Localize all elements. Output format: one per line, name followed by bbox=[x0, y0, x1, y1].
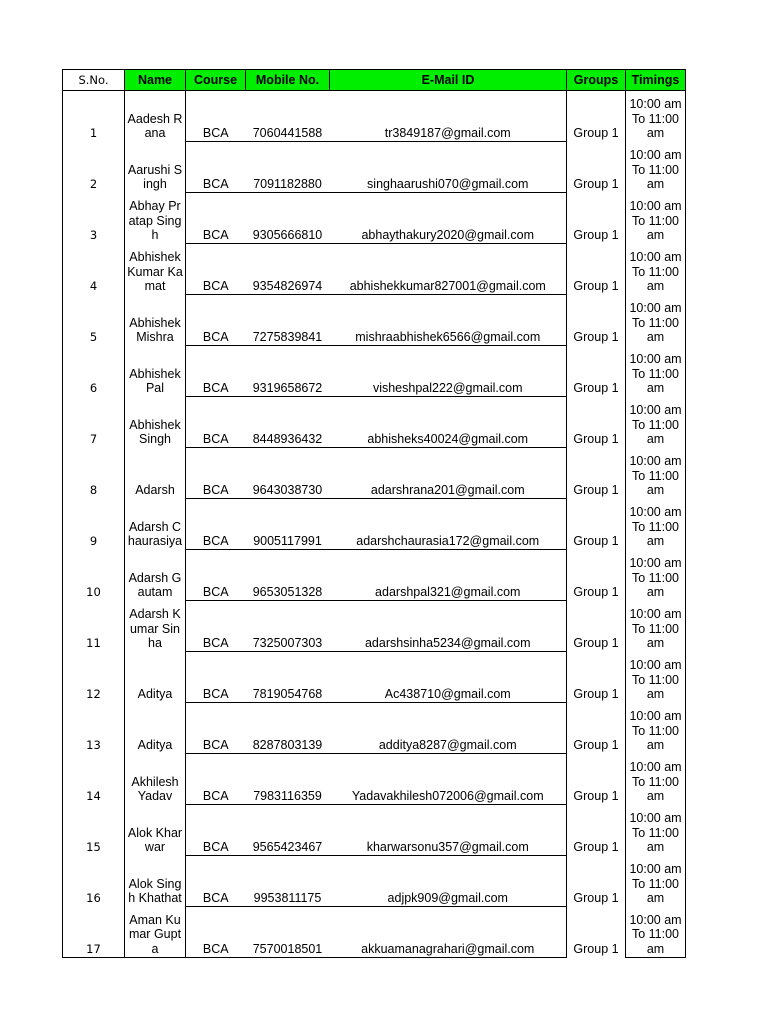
cell-timing: 10:00 am To 11:00 am bbox=[626, 295, 686, 346]
cell-mobile: 7983116359 bbox=[246, 754, 330, 805]
cell-course: BCA bbox=[186, 142, 246, 193]
cell-timing: 10:00 am To 11:00 am bbox=[626, 703, 686, 754]
cell-course: BCA bbox=[186, 703, 246, 754]
cell-sno: 13 bbox=[63, 703, 125, 754]
cell-timing: 10:00 am To 11:00 am bbox=[626, 754, 686, 805]
cell-timing: 10:00 am To 11:00 am bbox=[626, 397, 686, 448]
cell-email: abhishekkumar827001@gmail.com bbox=[330, 244, 567, 295]
cell-mobile: 7325007303 bbox=[246, 601, 330, 652]
cell-group: Group 1 bbox=[567, 91, 626, 142]
cell-sno: 12 bbox=[63, 652, 125, 703]
cell-timing: 10:00 am To 11:00 am bbox=[626, 856, 686, 907]
table-row bbox=[63, 907, 686, 958]
cell-sno: 5 bbox=[63, 295, 125, 346]
cell-name: Abhishek Mishra bbox=[125, 295, 186, 346]
cell-name: Akhilesh Yadav bbox=[125, 754, 186, 805]
cell-group: Group 1 bbox=[567, 193, 626, 244]
cell-course: BCA bbox=[186, 397, 246, 448]
table-body bbox=[63, 91, 686, 958]
cell-group: Group 1 bbox=[567, 652, 626, 703]
cell-group: Group 1 bbox=[567, 244, 626, 295]
header-course: Course bbox=[186, 70, 246, 91]
cell-mobile: 9653051328 bbox=[246, 550, 330, 601]
cell-name: Alok Singh Khathat bbox=[125, 856, 186, 907]
cell-mobile: 9953811175 bbox=[246, 856, 330, 907]
cell-course: BCA bbox=[186, 652, 246, 703]
cell-email: additya8287@gmail.com bbox=[330, 703, 567, 754]
cell-email: Yadavakhilesh072006@gmail.com bbox=[330, 754, 567, 805]
cell-name: Abhishek Singh bbox=[125, 397, 186, 448]
cell-group: Group 1 bbox=[567, 754, 626, 805]
cell-timing: 10:00 am To 11:00 am bbox=[626, 652, 686, 703]
table-row bbox=[63, 142, 686, 193]
cell-course: BCA bbox=[186, 550, 246, 601]
cell-email: adarshrana201@gmail.com bbox=[330, 448, 567, 499]
cell-sno: 7 bbox=[63, 397, 125, 448]
cell-sno: 2 bbox=[63, 142, 125, 193]
cell-mobile: 9305666810 bbox=[246, 193, 330, 244]
cell-mobile: 7819054768 bbox=[246, 652, 330, 703]
table-row bbox=[63, 244, 686, 295]
cell-sno: 15 bbox=[63, 805, 125, 856]
header-row bbox=[63, 70, 686, 91]
cell-email: adarshsinha5234@gmail.com bbox=[330, 601, 567, 652]
cell-name: Adarsh Kumar Sinha bbox=[125, 601, 186, 652]
cell-email: kharwarsonu357@gmail.com bbox=[330, 805, 567, 856]
cell-group: Group 1 bbox=[567, 346, 626, 397]
cell-course: BCA bbox=[186, 907, 246, 958]
cell-mobile: 7060441588 bbox=[246, 91, 330, 142]
cell-email: adjpk909@gmail.com bbox=[330, 856, 567, 907]
cell-course: BCA bbox=[186, 856, 246, 907]
cell-sno: 11 bbox=[63, 601, 125, 652]
table-row bbox=[63, 856, 686, 907]
table-row bbox=[63, 805, 686, 856]
cell-timing: 10:00 am To 11:00 am bbox=[626, 499, 686, 550]
cell-sno: 8 bbox=[63, 448, 125, 499]
cell-course: BCA bbox=[186, 601, 246, 652]
cell-email: adarshpal321@gmail.com bbox=[330, 550, 567, 601]
cell-timing: 10:00 am To 11:00 am bbox=[626, 244, 686, 295]
cell-sno: 17 bbox=[63, 907, 125, 958]
table-row bbox=[63, 550, 686, 601]
cell-group: Group 1 bbox=[567, 856, 626, 907]
cell-group: Group 1 bbox=[567, 142, 626, 193]
cell-email: adarshchaurasia172@gmail.com bbox=[330, 499, 567, 550]
header-name: Name bbox=[125, 70, 186, 91]
cell-timing: 10:00 am To 11:00 am bbox=[626, 601, 686, 652]
cell-email: mishraabhishek6566@gmail.com bbox=[330, 295, 567, 346]
table-row bbox=[63, 448, 686, 499]
cell-timing: 10:00 am To 11:00 am bbox=[626, 91, 686, 142]
cell-sno: 1 bbox=[63, 91, 125, 142]
table-row bbox=[63, 601, 686, 652]
table-row bbox=[63, 397, 686, 448]
cell-sno: 3 bbox=[63, 193, 125, 244]
table-row bbox=[63, 346, 686, 397]
cell-sno: 4 bbox=[63, 244, 125, 295]
cell-name: Aditya bbox=[125, 652, 186, 703]
cell-timing: 10:00 am To 11:00 am bbox=[626, 550, 686, 601]
cell-email: visheshpal222@gmail.com bbox=[330, 346, 567, 397]
cell-group: Group 1 bbox=[567, 805, 626, 856]
cell-timing: 10:00 am To 11:00 am bbox=[626, 193, 686, 244]
cell-course: BCA bbox=[186, 91, 246, 142]
cell-mobile: 7275839841 bbox=[246, 295, 330, 346]
cell-sno: 9 bbox=[63, 499, 125, 550]
cell-group: Group 1 bbox=[567, 550, 626, 601]
cell-timing: 10:00 am To 11:00 am bbox=[626, 448, 686, 499]
cell-name: Aditya bbox=[125, 703, 186, 754]
cell-name: Adarsh bbox=[125, 448, 186, 499]
cell-mobile: 9319658672 bbox=[246, 346, 330, 397]
cell-group: Group 1 bbox=[567, 295, 626, 346]
cell-mobile: 9354826974 bbox=[246, 244, 330, 295]
cell-mobile: 8287803139 bbox=[246, 703, 330, 754]
cell-name: Aarushi Singh bbox=[125, 142, 186, 193]
cell-course: BCA bbox=[186, 346, 246, 397]
cell-course: BCA bbox=[186, 754, 246, 805]
cell-course: BCA bbox=[186, 448, 246, 499]
cell-email: akkuamanagrahari@gmail.com bbox=[330, 907, 567, 958]
table-row bbox=[63, 499, 686, 550]
cell-timing: 10:00 am To 11:00 am bbox=[626, 346, 686, 397]
cell-name: Abhishek Pal bbox=[125, 346, 186, 397]
cell-mobile: 8448936432 bbox=[246, 397, 330, 448]
cell-email: tr3849187@gmail.com bbox=[330, 91, 567, 142]
cell-name: Abhishek Kumar Kamat bbox=[125, 244, 186, 295]
cell-timing: 10:00 am To 11:00 am bbox=[626, 907, 686, 958]
table-row bbox=[63, 754, 686, 805]
cell-group: Group 1 bbox=[567, 448, 626, 499]
cell-course: BCA bbox=[186, 499, 246, 550]
table-row bbox=[63, 295, 686, 346]
cell-group: Group 1 bbox=[567, 397, 626, 448]
cell-group: Group 1 bbox=[567, 601, 626, 652]
cell-mobile: 9005117991 bbox=[246, 499, 330, 550]
cell-sno: 16 bbox=[63, 856, 125, 907]
cell-course: BCA bbox=[186, 244, 246, 295]
cell-mobile: 7091182880 bbox=[246, 142, 330, 193]
cell-mobile: 9565423467 bbox=[246, 805, 330, 856]
cell-group: Group 1 bbox=[567, 499, 626, 550]
table-row bbox=[63, 703, 686, 754]
cell-name: Abhay Pratap Singh bbox=[125, 193, 186, 244]
student-table bbox=[62, 69, 686, 958]
header-email: E-Mail ID bbox=[330, 70, 567, 91]
cell-sno: 6 bbox=[63, 346, 125, 397]
header-timings: Timings bbox=[626, 70, 686, 91]
cell-email: singhaarushi070@gmail.com bbox=[330, 142, 567, 193]
cell-sno: 14 bbox=[63, 754, 125, 805]
cell-mobile: 9643038730 bbox=[246, 448, 330, 499]
cell-email: abhaythakury2020@gmail.com bbox=[330, 193, 567, 244]
header-sno: S.No. bbox=[63, 70, 125, 91]
table-row bbox=[63, 91, 686, 142]
cell-course: BCA bbox=[186, 193, 246, 244]
cell-group: Group 1 bbox=[567, 703, 626, 754]
cell-name: Aadesh Rana bbox=[125, 91, 186, 142]
header-groups: Groups bbox=[567, 70, 626, 91]
cell-name: Aman Kumar Gupta bbox=[125, 907, 186, 958]
table-row bbox=[63, 193, 686, 244]
cell-email: Ac438710@gmail.com bbox=[330, 652, 567, 703]
header-mobile: Mobile No. bbox=[246, 70, 330, 91]
cell-name: Adarsh Chaurasiya bbox=[125, 499, 186, 550]
cell-course: BCA bbox=[186, 295, 246, 346]
cell-group: Group 1 bbox=[567, 907, 626, 958]
cell-sno: 10 bbox=[63, 550, 125, 601]
cell-timing: 10:00 am To 11:00 am bbox=[626, 142, 686, 193]
cell-mobile: 7570018501 bbox=[246, 907, 330, 958]
cell-email: abhisheks40024@gmail.com bbox=[330, 397, 567, 448]
cell-name: Adarsh Gautam bbox=[125, 550, 186, 601]
table-row bbox=[63, 652, 686, 703]
cell-name: Alok Kharwar bbox=[125, 805, 186, 856]
cell-timing: 10:00 am To 11:00 am bbox=[626, 805, 686, 856]
cell-course: BCA bbox=[186, 805, 246, 856]
